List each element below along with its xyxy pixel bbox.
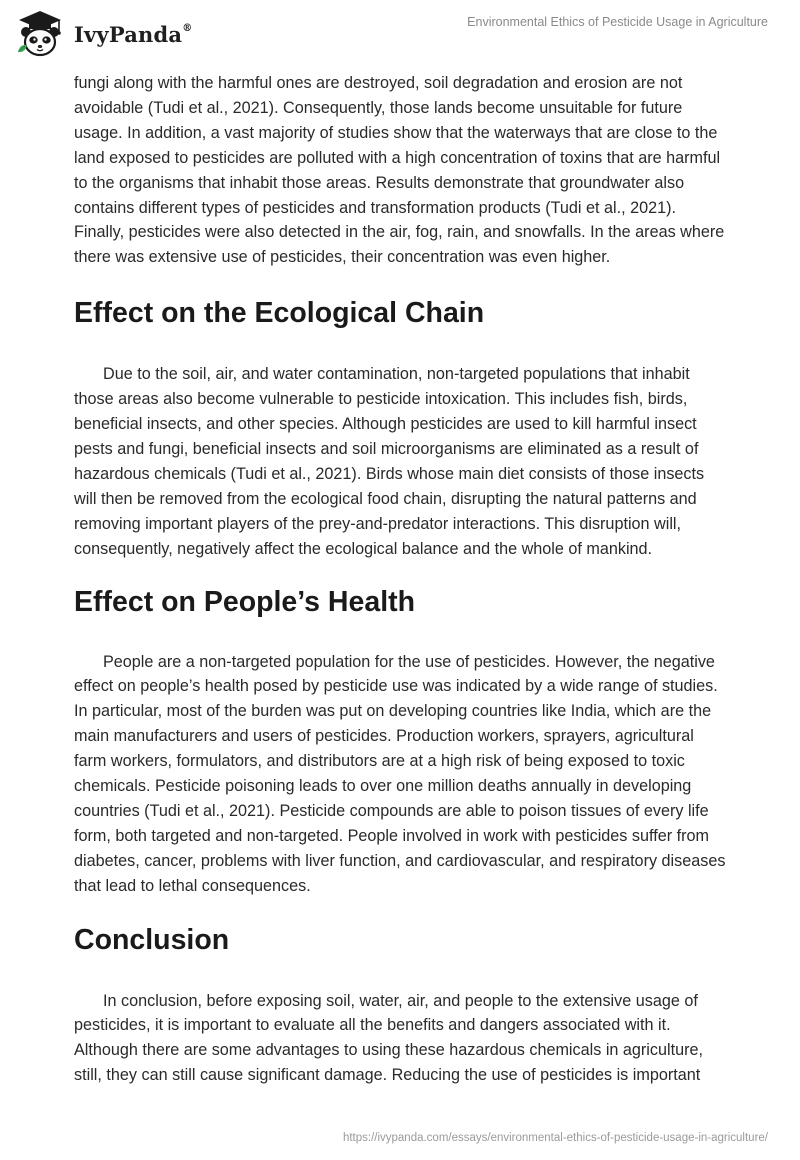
heading-conclusion: Conclusion: [74, 923, 230, 956]
document-title: Environmental Ethics of Pesticide Usage in Agriculture: [467, 15, 768, 29]
heading-ecological-chain: Effect on the Ecological Chain: [74, 297, 485, 330]
source-url-link[interactable]: https://ivypanda.com/essays/environmental-ethics-of-pesticide-usage-in-agriculture/: [342, 1132, 768, 1144]
brand-name: IvyPanda®: [74, 21, 193, 47]
page-header: [0, 0, 800, 66]
paragraph-conclusion: In conclusion, before exposing soil, water, air, and people to the extensive usage of pesticides, it is important to evaluate all the benefits and dangers associated with it. Although there are some advantages to using these hazardous chemicals in agriculture, still, they can still cause significant damage. Reducing the use of pesticides is important: [74, 991, 703, 1085]
intro-paragraph: fungi along with the harmful ones are destroyed, soil degradation and erosion are not avoidable (Tudi et al., 2021). Consequently, those lands become unsuitable for future usage. In addition, a vast majority of studies show that the waterways that are close to the land exposed to pesticides are polluted with a high concentration of toxins that are harmful to the organisms that inhabit those areas. Results demonstrate that groundwater also contains different types of pesticides and transformation products (Tudi et al., 2021). Finally, pesticides were also detected in the air, fog, rain, and snowfalls. In the areas where there was extensive use of pesticides, their concentration was even higher.: [74, 74, 725, 267]
panda-graduate-icon: [14, 8, 66, 60]
heading-peoples-health: Effect on People’s Health: [74, 585, 416, 618]
paragraph-peoples-health: People are a non-targeted population for the use of pesticides. However, the negative effect on people’s health posed by pesticide use was indicated by a wide range of studies. In particular, most of the burden was put on developing countries like India, which are the main manufacturers and users of pesticides. Production workers, sprayers, agricultural farm workers, formulators, and distributors are at a high risk of being exposed to toxic chemicals. Pesticide poisoning leads to over one million deaths annually in developing countries (Tudi et al., 2021). Pesticide compounds are able to poison tissues of every life form, both targeted and non-targeted. People involved in work with pesticides suffer from diabetes, cancer, problems with liver function, and cardiovascular, and respiratory diseases that lead to lethal consequences.: [74, 652, 726, 895]
ivypanda-logo[interactable]: [14, 8, 192, 60]
essay-content: [74, 71, 730, 1088]
paragraph-ecological-chain: Due to the soil, air, and water contamination, non-targeted populations that inhabit those areas also become vulnerable to pesticide intoxication. This includes fish, birds, beneficial insects, and other species. Although pesticides are used to kill harmful insect pests and fungi, beneficial insects and soil microorganisms are eliminated as a result of hazardous chemicals (Tudi et al., 2021). Birds whose main diet consists of those insects will then be removed from the ecological food chain, disrupting the natural patterns and removing important players of the prey-and-predator interactions. This disruption will, consequently, negatively affect the ecological balance and the whole of mankind.: [74, 365, 705, 558]
